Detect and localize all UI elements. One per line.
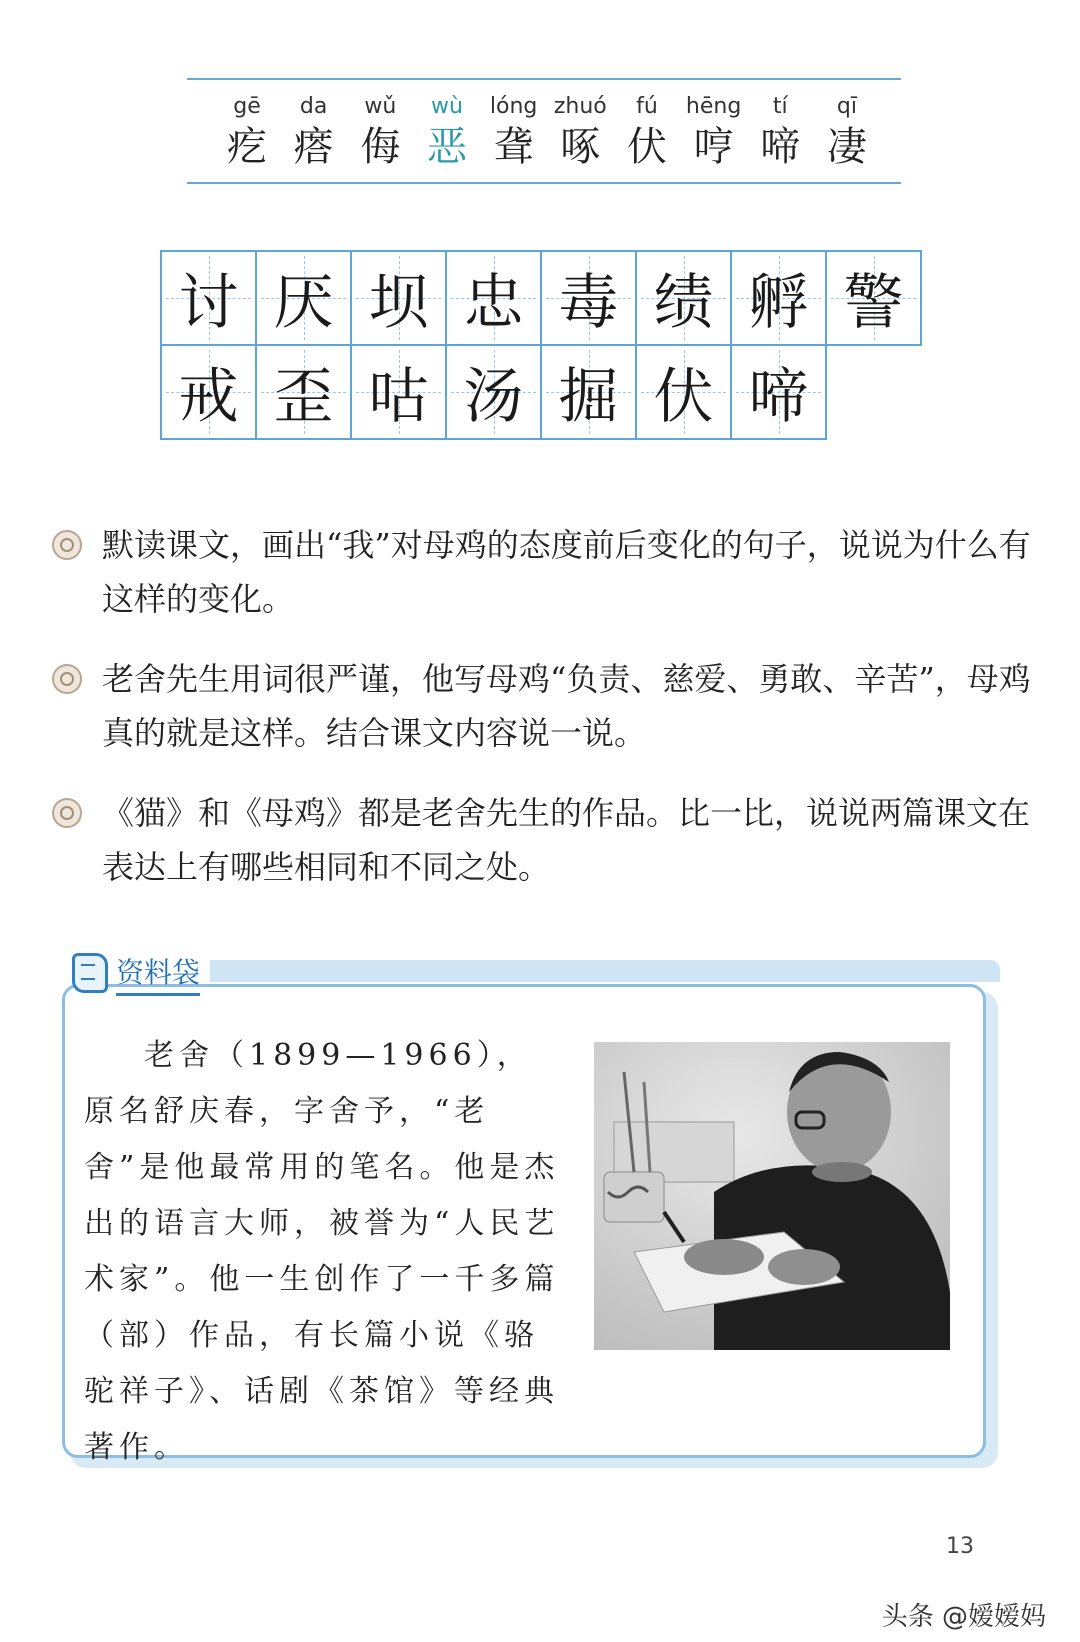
pinyin: wǔ: [364, 94, 397, 119]
question-item: [52, 518, 1032, 626]
writing-char: 戒: [178, 362, 239, 432]
grid-cell: [445, 344, 542, 440]
writing-char: 警: [843, 268, 904, 338]
grid-cell: [540, 344, 637, 440]
pinyin: wù: [431, 94, 463, 119]
reading-item: [417, 92, 477, 172]
writing-char: 忠: [463, 268, 524, 338]
writing-char: 咕: [368, 362, 429, 432]
pinyin: lóng: [489, 94, 538, 119]
question-text: 默读课文，画出“我”对母鸡的态度前后变化的句子，说说为什么有这样的变化。: [102, 526, 1031, 618]
writing-char: 汤: [463, 362, 524, 432]
grid-cell: [635, 344, 732, 440]
reading-item: [617, 92, 677, 172]
reading-char: 啼: [760, 124, 801, 170]
grid-cell: [730, 250, 827, 346]
reading-char: 啄: [560, 124, 601, 170]
reading-char: 伏: [626, 124, 667, 170]
pinyin: tí: [772, 94, 788, 119]
writing-char: 伏: [653, 362, 714, 432]
material-bag-strip: [210, 960, 1000, 982]
reading-item: [284, 92, 344, 172]
spiral-icon: [52, 798, 82, 828]
pinyin: da: [299, 94, 328, 119]
pinyin: fú: [636, 94, 658, 119]
question-text: 《猫》和《母鸡》都是老舍先生的作品。比一比，说说两篇课文在表达上有哪些相同和不同之处。: [102, 794, 1031, 886]
author-photo: [594, 1042, 950, 1350]
grid-row: [162, 252, 922, 346]
top-rule: [187, 78, 901, 80]
pinyin: zhuó: [553, 94, 607, 119]
spiral-icon: [52, 530, 82, 560]
grid-cell: [730, 344, 827, 440]
grid-cell: [350, 250, 447, 346]
material-bag-header: [72, 950, 200, 996]
writing-char: 厌: [273, 268, 334, 338]
reading-char: 凄: [826, 124, 867, 170]
writing-char: 绩: [653, 268, 714, 338]
reading-char: 恶: [426, 124, 467, 170]
question-text: 老舍先生用词很严谨，他写母鸡“负责、慈爱、勇敢、辛苦”，母鸡真的就是这样。结合课文内容说一说。: [102, 660, 1031, 752]
grid-cell: [445, 250, 542, 346]
pinyin: hēng: [685, 94, 742, 119]
reading-char: 瘩: [293, 124, 334, 170]
author-bio: [84, 1028, 560, 1476]
grid-cell: [350, 344, 447, 440]
reading-item: [550, 92, 610, 172]
reading-item: [484, 92, 544, 172]
author-photo-illustration: [594, 1042, 950, 1350]
writing-char: 歪: [273, 362, 334, 432]
writing-char: 毒: [558, 268, 619, 338]
watermark: 头条 @嫒嫒妈: [881, 1602, 1046, 1632]
writing-char: 掘: [558, 362, 619, 432]
spiral-icon: [52, 664, 82, 694]
material-bag-title: 资料袋: [116, 951, 200, 996]
reading-char: 疙: [227, 124, 267, 170]
writing-char: 孵: [748, 268, 809, 338]
reading-item: [350, 92, 410, 172]
writing-char: 坝: [368, 268, 429, 338]
author-bio-text: 老舍（1899—1966），原名舒庆春，字舍予，“老舍”是他最常用的笔名。他是杰出的语言大师，被誉为“人民艺术家”。他一生创作了一千多篇（部）作品，有长篇小说《骆驼祥子》、话剧《茶馆》等经典著作。: [84, 1038, 560, 1465]
reading-char: 侮: [360, 124, 401, 170]
reading-item: [684, 92, 744, 172]
question-item: [52, 786, 1032, 894]
question-item: [52, 652, 1032, 760]
bottom-rule: [187, 182, 901, 184]
reading-item: [750, 92, 810, 172]
grid-cell: [255, 250, 352, 346]
questions-list: [52, 518, 1032, 920]
grid-cell: [255, 344, 352, 440]
grid-cell: [160, 250, 257, 346]
notebook-icon: [72, 953, 108, 993]
writing-char: 讨: [178, 268, 239, 338]
pinyin: qī: [836, 94, 857, 119]
grid-cell: [825, 250, 922, 346]
grid-row: [162, 346, 922, 440]
reading-item: [817, 92, 877, 172]
reading-char: 哼: [693, 124, 734, 170]
reading-row: [217, 92, 877, 172]
pinyin: gē: [233, 94, 261, 119]
grid-cell: [540, 250, 637, 346]
writing-char: 啼: [748, 362, 809, 432]
reading-item: [217, 92, 277, 172]
writing-grid: [162, 252, 922, 440]
reading-characters-band: [187, 78, 901, 186]
page-number: 13: [946, 1534, 974, 1559]
reading-char: 聋: [493, 124, 534, 170]
grid-cell: [160, 344, 257, 440]
grid-cell: [635, 250, 732, 346]
